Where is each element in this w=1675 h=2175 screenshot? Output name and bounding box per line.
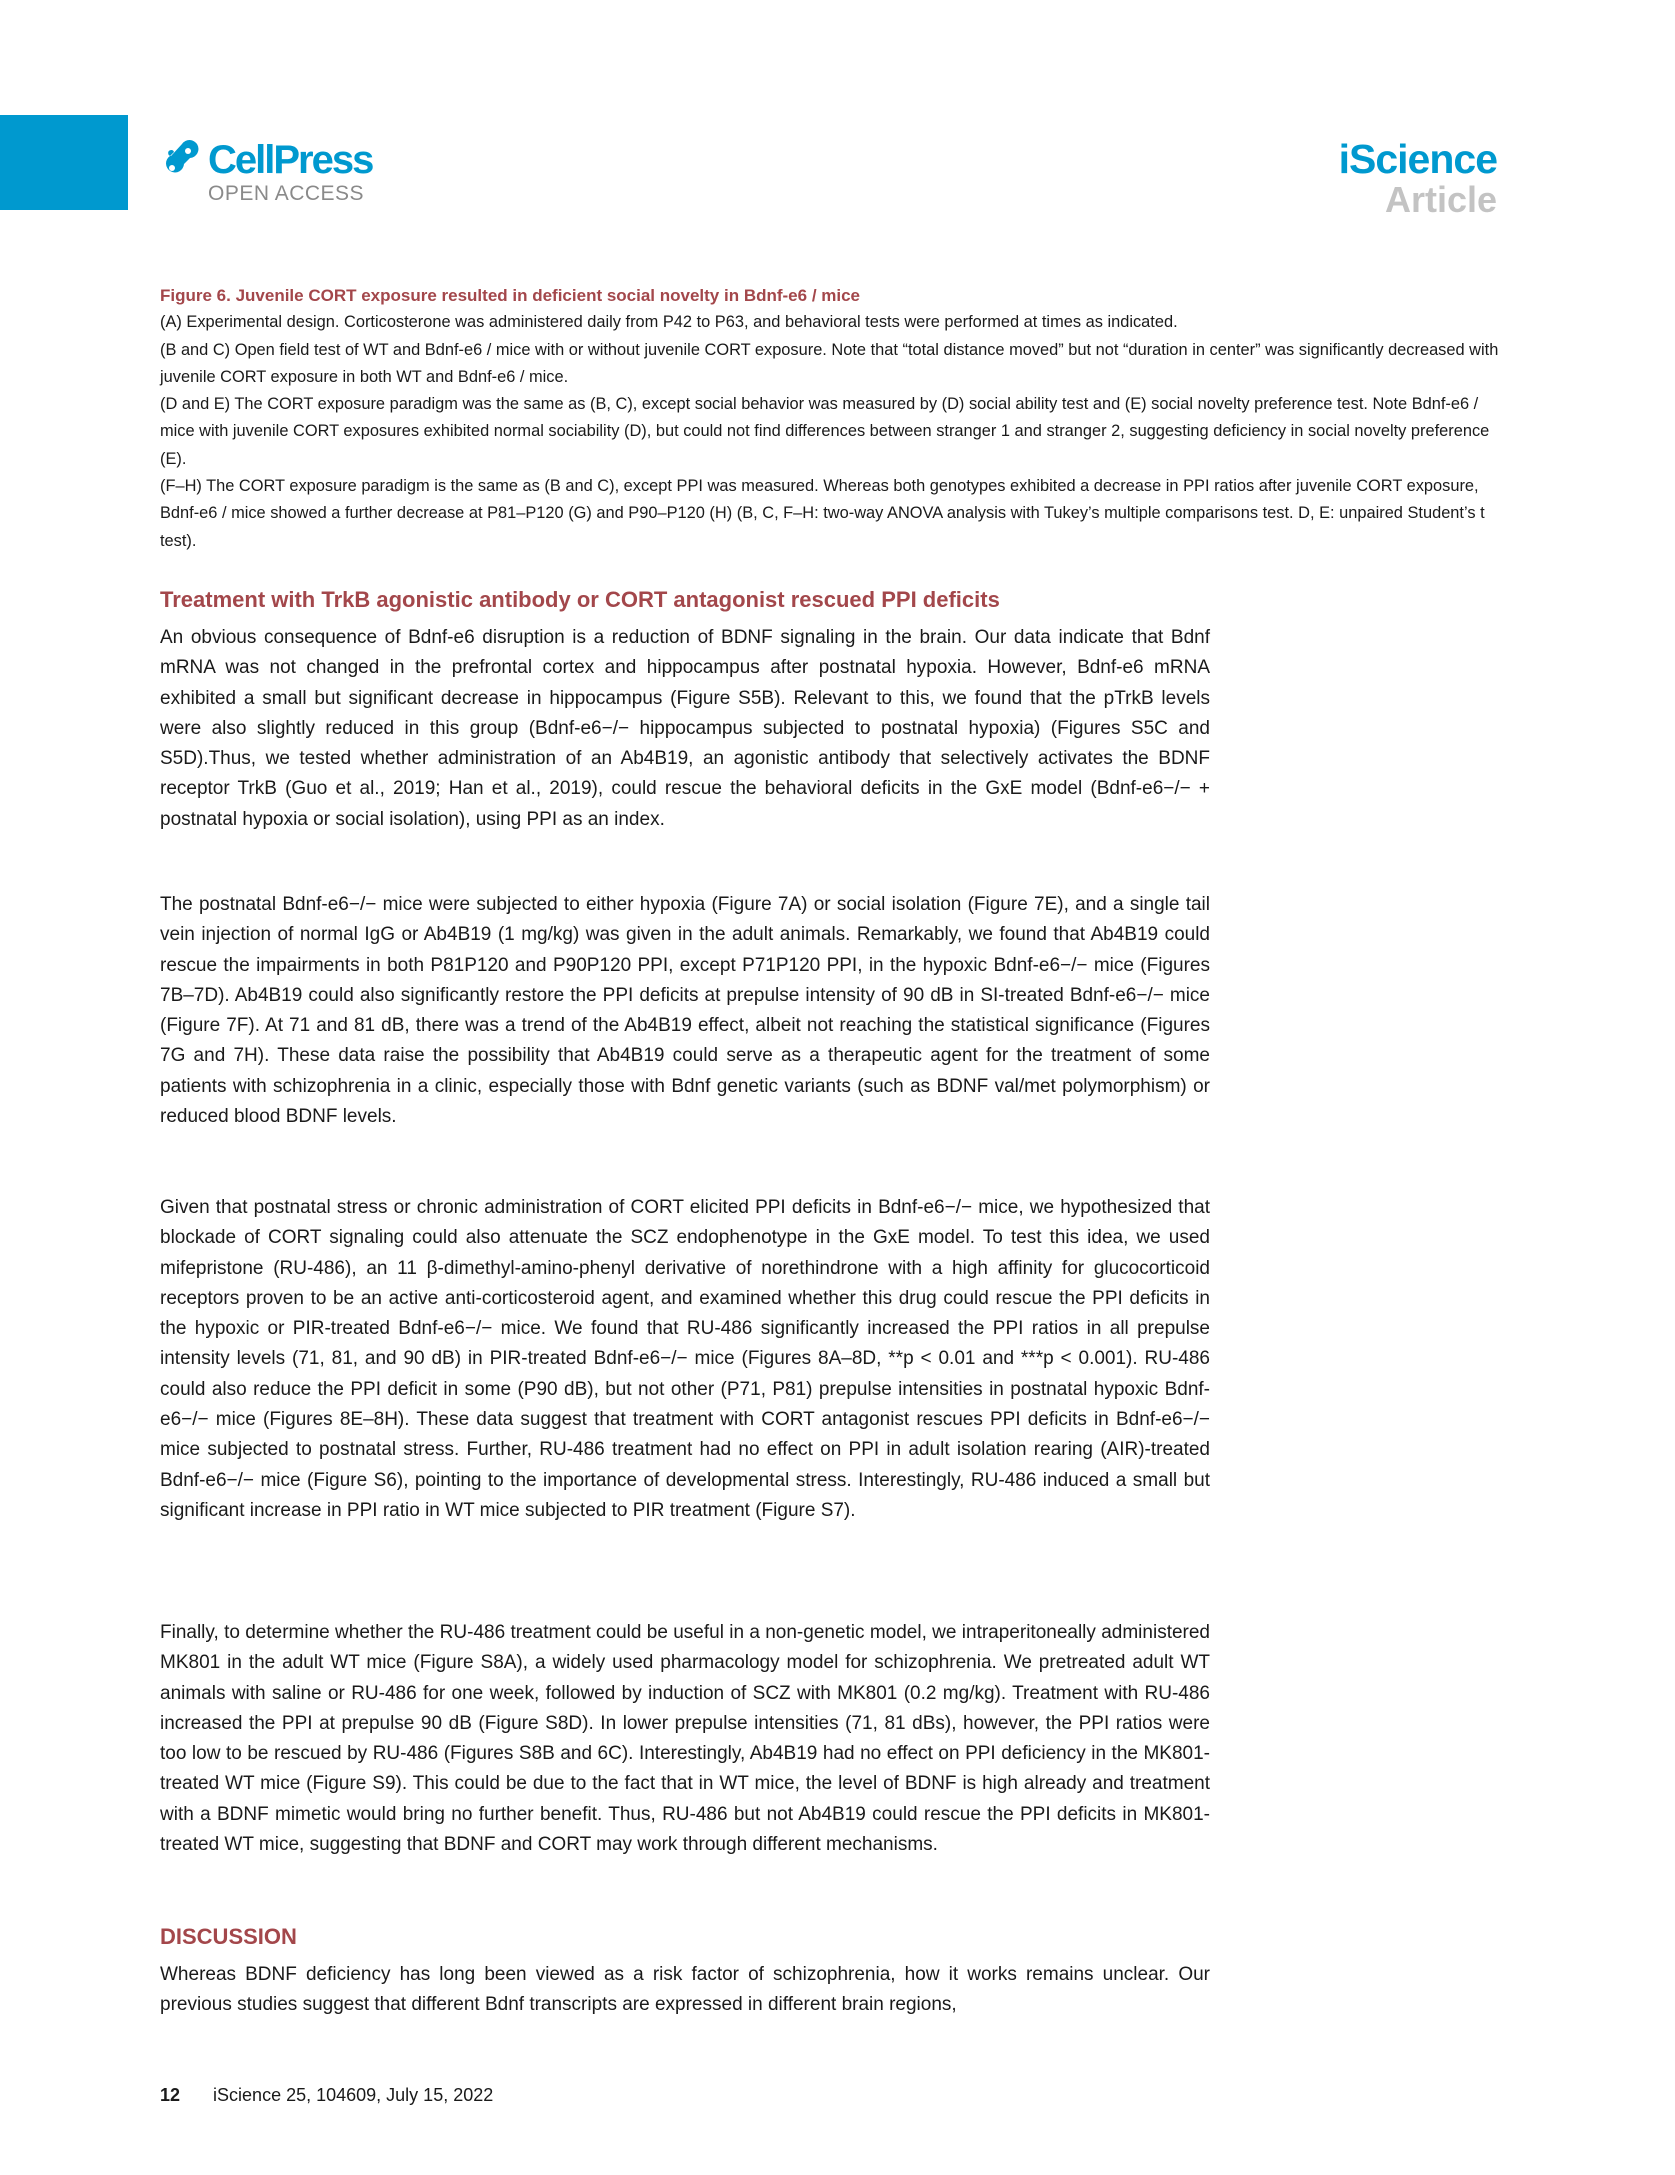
results-section [160, 585, 1210, 835]
discussion-heading: DISCUSSION [160, 1924, 297, 1949]
discussion-paragraph: Whereas BDNF deficiency has long been viewed as a risk factor of schizophrenia, how it works remains unclear. Our previous studies suggest that different Bdnf transcripts are expressed in different brain regions, [160, 1964, 1210, 2016]
journal-header [1339, 138, 1497, 220]
paragraph-2: The postnatal Bdnf-e6−/− mice were subjected to either hypoxia (Figure 7A) or social isolation (Figure 7E), and a single tail vein injection of normal IgG or Ab4B19 (1 mg/kg) was given in the adult animals. Remarkably, we found that Ab4B19 could rescue the impairments in both P81P120 and P90P120 PPI, except P71P120 PPI, in the hypoxic Bdnf-e6−/− mice (Figures 7B–7D). Ab4B19 could also significantly restore the PPI deficits at prepulse intensity of 90 dB in SI-treated Bdnf-e6−/− mice (Figure 7F). At 71 and 81 dB, there was a trend of the Ab4B19 effect, albeit not reaching the statistical significance (Figures 7G and 7H). These data raise the possibility that Ab4B19 could serve as a therapeutic agent for the treatment of some patients with schizophrenia in a clinic, especially those with Bdnf genetic variants (such as BDNF val/met polymorphism) or reduced blood BDNF levels. [160, 894, 1210, 1128]
publisher-name: CellPress [208, 138, 373, 182]
caption-title: Figure 6. Juvenile CORT exposure resulted in deficient social novelty in Bdnf-e6 / mice [160, 286, 861, 305]
journal-name: iScience [1338, 136, 1497, 182]
article-type: Article [1384, 179, 1497, 220]
open-access-label: OPEN ACCESS [208, 182, 365, 205]
paragraph-3: Given that postnatal stress or chronic administration of CORT elicited PPI deficits in Bdnf-e6−/− mice, we hypothesized that blockade of CORT signaling could also attenuate the SCZ endophenotype in the GxE model. To test this idea, we used mifepristone (RU-486), an 11 β-dimethyl-amino-phenyl derivative of norethindrone with a high affinity for glucocorticoid receptors proven to be an active anti-corticosteroid agent, and examined whether this drug could rescue the PPI deficits in the hypoxic or PIR-treated Bdnf-e6−/− mice. We found that RU-486 significantly increased the PPI ratios in all prepulse intensity levels (71, 81, and 90 dB) in PIR-treated Bdnf-e6−/− mice (Figures 8A–8D, **p < 0.01 and ***p < 0.001). RU-486 could also reduce the PPI deficit in some (P90 dB), but not other (P71, P81) prepulse intensities in postnatal hypoxic Bdnf-e6−/− mice (Figures 8E–8H). These data suggest that treatment with CORT antagonist rescues PPI deficits in Bdnf-e6−/− mice subjected to postnatal stress. Further, RU-486 treatment had no effect on PPI in adult isolation rearing (AIR)-treated Bdnf-e6−/− mice (Figure S6), pointing to the importance of developmental stress. Interestingly, RU-486 induced a small but significant increase in PPI ratio in WT mice subjected to PIR treatment (Figure S7). [160, 1197, 1210, 1521]
results-paragraph-3-block [160, 1193, 1210, 1526]
paragraph-1: An obvious consequence of Bdnf-e6 disruption is a reduction of BDNF signaling in the brain. Our data indicate that Bdnf mRNA was not changed in the prefrontal cortex and hippocampus after postnatal hypoxia. However, Bdnf-e6 mRNA exhibited a small but significant decrease in hippocampus (Figure S5B). Relevant to this, we found that the pTrkB levels were also slightly reduced in this group (Bdnf-e6−/− hippocampus subjected to postnatal hypoxia) (Figures S5C and S5D).Thus, we tested whether administration of an Ab4B19, an agonistic antibody that selectively activates the BDNF receptor TrkB (Guo et al., 2019; Han et al., 2019), could rescue the behavioral deficits in the GxE model (Bdnf-e6−/− + postnatal hypoxia or social isolation), using PPI as an index. [160, 627, 1210, 830]
paragraph-4: Finally, to determine whether the RU-486 treatment could be useful in a non-genetic model, we intraperitoneally administered MK801 in the adult WT mice (Figure S8A), a widely used pharmacology model for schizophrenia. We pretreated adult WT animals with saline or RU-486 for one week, followed by induction of SCZ with MK801 (0.2 mg/kg). Treatment with RU-486 increased the PPI at prepulse 90 dB (Figure S8D). In lower prepulse intensities (71, 81 dBs), however, the PPI ratios were too low to be rescued by RU-486 (Figures S8B and 6C). Interestingly, Ab4B19 had no effect on PPI deficiency in the MK801-treated WT mice (Figure S9). This could be due to the fact that in WT mice, the level of BDNF is high already and treatment with a BDNF mimetic would bring no further benefit. Thus, RU-486 but not Ab4B19 could rescue the PPI deficits in MK801-treated WT mice, suggesting that BDNF and CORT may work through different mechanisms. [160, 1622, 1210, 1856]
results-paragraph-4-block [160, 1618, 1210, 1860]
page-footer [160, 2085, 493, 2106]
section-heading: Treatment with TrkB agonistic antibody or CORT antagonist rescued PPI deficits [160, 587, 1000, 612]
page-number: 12 [160, 2085, 181, 2105]
cellpress-logo [160, 140, 372, 206]
journal-citation: iScience 25, 104609, July 15, 2022 [213, 2085, 494, 2105]
caption-line-bc: (B and C) Open field test of WT and Bdnf-e6 / mice with or without juvenile CORT exposure. Note that “total distance moved” but not “duration in center” was significantly decreased with juvenile CORT exposure in both WT and Bdnf-e6 / mice. [160, 340, 1499, 386]
caption-line-a: (A) Experimental design. Corticosterone was administered daily from P42 to P63, and behavioral tests were performed at times as indicated. [160, 313, 1178, 332]
caption-line-fh: (F–H) The CORT exposure paradigm is the same as (B and C), except PPI was measured. Whereas both genotypes exhibited a decrease in PPI ratios after juvenile CORT exposure, Bdnf-e6 / mice showed a further decrease at P81–P120 (G) and P90–P120 (H) (B, C, F–H: two-way ANOVA analysis with Tukey’s multiple comparisons test. D, E: unpaired Student’s t test). [160, 477, 1485, 550]
corner-color-block [0, 115, 128, 210]
results-paragraph-2-block [160, 890, 1210, 1132]
figure-caption [160, 282, 1510, 555]
caption-line-de: (D and E) The CORT exposure paradigm was the same as (B, C), except social behavior was measured by (D) social ability test and (E) social novelty preference test. Note Bdnf-e6 / mice with juvenile CORT exposures exhibited normal sociability (D), but could not find differences between stranger 1 and stranger 2, suggesting deficiency in social novelty preference (E). [160, 395, 1490, 468]
discussion-section [160, 1922, 1210, 2021]
cellpress-mark-icon [160, 140, 200, 180]
